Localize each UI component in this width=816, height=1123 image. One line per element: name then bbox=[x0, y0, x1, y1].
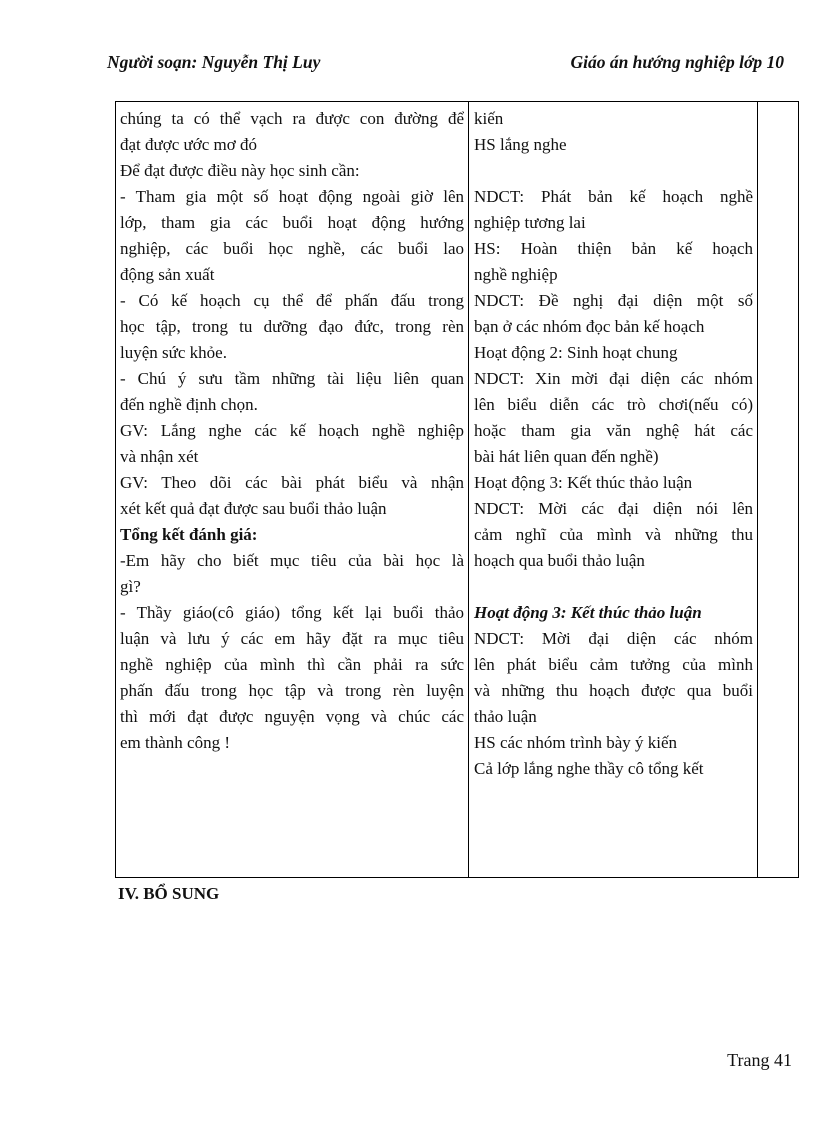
teacher-column bbox=[116, 102, 469, 877]
author-label: Người soạn: Nguyễn Thị Luy bbox=[107, 52, 321, 72]
col1-line: nghề nghiệp của mình thì cần phải ra sức bbox=[120, 655, 464, 674]
col2-line: Cả lớp lắng nghe thầy cô tổng kết bbox=[474, 759, 704, 778]
col2-line: hoặc tham gia văn nghệ hát các bbox=[474, 421, 753, 440]
page-number: Trang 41 bbox=[727, 1050, 792, 1070]
col2-line: Hoạt động 3: Kết thúc thảo luận bbox=[474, 473, 693, 492]
col2-line: bài hát liên quan đến nghề) bbox=[474, 447, 659, 466]
col1-line: thì mới đạt được nguyện vọng và chúc các bbox=[120, 707, 464, 726]
col1-line: - Thầy giáo(cô giáo) tổng kết lại buổi thảo bbox=[120, 603, 464, 622]
col1-line: - Có kế hoạch cụ thể để phấn đấu trong bbox=[120, 291, 464, 310]
col2-line: và những thu hoạch được qua buổi bbox=[474, 681, 753, 700]
col1-line: đến nghề định chọn. bbox=[120, 395, 258, 414]
col1-line: động sản xuất bbox=[120, 265, 215, 284]
col1-line: đạt được ước mơ đó bbox=[120, 135, 257, 154]
col1-line: lớp, tham gia các buổi hoạt động hướng bbox=[120, 213, 464, 232]
col1-line: và nhận xét bbox=[120, 447, 199, 466]
col2-line: cảm nghĩ của mình và những thu bbox=[474, 525, 753, 544]
col2-line: nghề nghiệp bbox=[474, 265, 558, 284]
col1-line: nghiệp, các buổi học nghề, các buổi lao bbox=[120, 239, 464, 258]
col2-line: bạn ở các nhóm đọc bản kế hoạch bbox=[474, 317, 705, 336]
col2-line: NDCT: Xin mời đại diện các nhóm bbox=[474, 369, 753, 388]
lesson-table bbox=[115, 101, 799, 878]
col2-line: HS: Hoàn thiện bản kế hoạch bbox=[474, 239, 753, 258]
col2-line: kiến bbox=[474, 109, 504, 128]
col2-line: NDCT: Mời các đại diện nói lên bbox=[474, 499, 753, 518]
col1-line: GV: Theo dõi các bài phát biểu và nhận bbox=[120, 473, 464, 492]
col1-line: GV: Lắng nghe các kế hoạch nghề nghiệp bbox=[120, 421, 464, 440]
col1-line: chúng ta có thể vạch ra được con đường để bbox=[120, 109, 464, 128]
col1-line: phấn đấu trong học tập và trong rèn luyện bbox=[120, 681, 464, 700]
page-header bbox=[107, 52, 784, 78]
summary-heading: Tổng kết đánh giá: bbox=[120, 525, 258, 544]
document-title: Giáo án hướng nghiệp lớp 10 bbox=[570, 52, 784, 72]
col1-line: - Tham gia một số hoạt động ngoài giờ lên bbox=[120, 187, 464, 206]
col2-line: lên biểu diễn các trò chơi(nếu có) bbox=[474, 395, 753, 414]
section-heading: IV. BỔ SUNG bbox=[118, 884, 220, 903]
col2-line: NDCT: Đề nghị đại diện một số bbox=[474, 291, 753, 310]
col2-line: HS các nhóm trình bày ý kiến bbox=[474, 733, 678, 752]
col1-line: học tập, trong tu dưỡng đạo đức, trong rèn bbox=[120, 317, 464, 336]
col1-line: gì? bbox=[120, 577, 141, 596]
col1-line: Để đạt được điều này học sinh cần: bbox=[120, 161, 360, 180]
student-column bbox=[469, 102, 758, 877]
activity-3-heading: Hoạt động 3: Kết thúc thảo luận bbox=[474, 603, 702, 622]
col2-line: nghiệp tương lai bbox=[474, 213, 586, 232]
col2-line: lên phát biểu cảm tưởng của mình bbox=[474, 655, 753, 674]
col1-line: -Em hãy cho biết mục tiêu của bài học là bbox=[120, 551, 464, 570]
col2-line: Hoạt động 2: Sinh hoạt chung bbox=[474, 343, 678, 362]
col2-line: NDCT: Mời đại diện các nhóm bbox=[474, 629, 753, 648]
col1-line: xét kết quả đạt được sau buổi thảo luận bbox=[120, 499, 387, 518]
col2-line: HS lắng nghe bbox=[474, 135, 567, 154]
col1-line: luyện sức khỏe. bbox=[120, 343, 227, 362]
col2-line: thảo luận bbox=[474, 707, 537, 726]
col2-line: hoạch qua buổi thảo luận bbox=[474, 551, 645, 570]
col1-line: - Chú ý sưu tầm những tài liệu liên quan bbox=[120, 369, 464, 388]
col2-line: NDCT: Phát bản kế hoạch nghề bbox=[474, 187, 753, 206]
col1-line: luận và lưu ý các em hãy đặt ra mục tiêu bbox=[120, 629, 464, 648]
col1-line: em thành công ! bbox=[120, 733, 230, 752]
notes-column bbox=[758, 102, 798, 877]
